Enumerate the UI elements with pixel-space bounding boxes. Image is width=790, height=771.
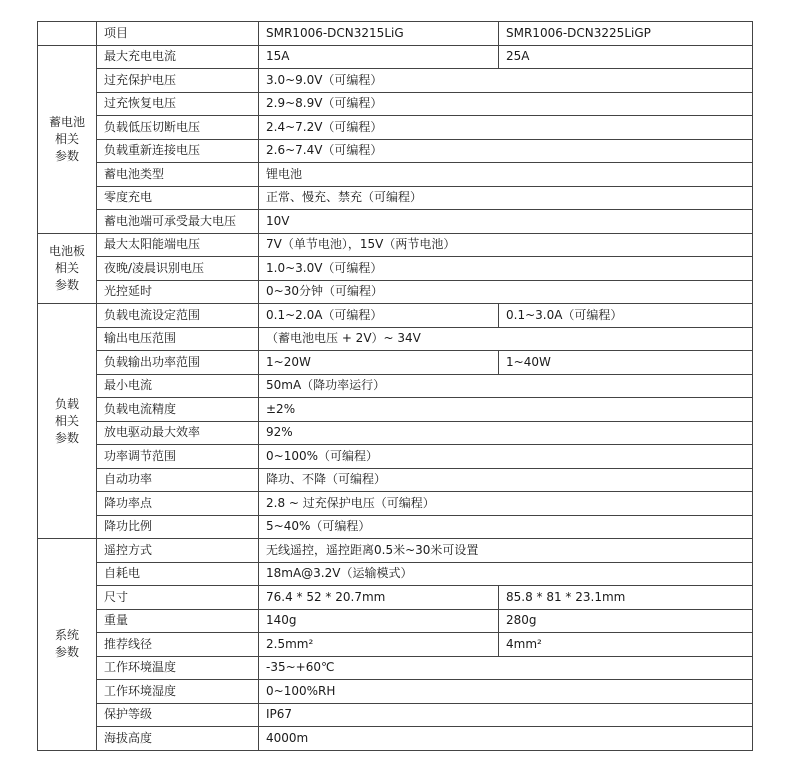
- item-cell: 负载输出功率范围: [97, 351, 259, 375]
- header-item-cell: 项目: [97, 22, 259, 46]
- table-row: [38, 656, 753, 680]
- value-cell: 15A: [259, 45, 499, 69]
- table-row: [38, 69, 753, 93]
- value-cell-model-b: 280g: [499, 609, 753, 633]
- value-cell: 5~40%（可编程）: [259, 515, 753, 539]
- item-cell: 光控延时: [97, 280, 259, 304]
- item-cell: 最大太阳能端电压: [97, 233, 259, 257]
- value-cell: 50mA（降功率运行）: [259, 374, 753, 398]
- value-cell: 0~100%（可编程）: [259, 445, 753, 469]
- table-row: [38, 562, 753, 586]
- table-row: [38, 445, 753, 469]
- table-row: [38, 116, 753, 140]
- table-row: [38, 233, 753, 257]
- item-cell: 尺寸: [97, 586, 259, 610]
- item-cell: 零度充电: [97, 186, 259, 210]
- value-cell-model-b: 85.8 * 81 * 23.1mm: [499, 586, 753, 610]
- item-cell: 自耗电: [97, 562, 259, 586]
- value-cell: IP67: [259, 703, 753, 727]
- value-cell: 3.0~9.0V（可编程）: [259, 69, 753, 93]
- value-cell-model-b: 0.1~3.0A（可编程）: [499, 304, 753, 328]
- item-cell: 负载重新连接电压: [97, 139, 259, 163]
- table-row: [38, 633, 753, 657]
- item-cell: 输出电压范围: [97, 327, 259, 351]
- value-cell: 2.4~7.2V（可编程）: [259, 116, 753, 140]
- item-cell: 推荐线径: [97, 633, 259, 657]
- value-cell: 76.4 * 52 * 20.7mm: [259, 586, 499, 610]
- table-row: [38, 492, 753, 516]
- table-row: [38, 351, 753, 375]
- table-row: [38, 327, 753, 351]
- item-cell: 遥控方式: [97, 539, 259, 563]
- table-row: [38, 257, 753, 281]
- value-cell: 无线遥控，遥控距离0.5米~30米可设置: [259, 539, 753, 563]
- table-row: [38, 210, 753, 234]
- table-row: [38, 586, 753, 610]
- item-cell: 功率调节范围: [97, 445, 259, 469]
- item-cell: 自动功率: [97, 468, 259, 492]
- group-label-cell: 负载 相关 参数: [38, 304, 97, 539]
- table-row: [38, 468, 753, 492]
- item-cell: 重量: [97, 609, 259, 633]
- value-cell: -35~+60℃: [259, 656, 753, 680]
- value-cell: 降功、不降（可编程）: [259, 468, 753, 492]
- item-cell: 蓄电池类型: [97, 163, 259, 187]
- table-row: [38, 45, 753, 69]
- value-cell: 正常、慢充、禁充（可编程）: [259, 186, 753, 210]
- item-cell: 过充保护电压: [97, 69, 259, 93]
- table-row: [38, 280, 753, 304]
- table-row: [38, 515, 753, 539]
- value-cell: 7V（单节电池），15V（两节电池）: [259, 233, 753, 257]
- table-row: [38, 398, 753, 422]
- header-corner-cell: [38, 22, 97, 46]
- table-row: [38, 186, 753, 210]
- value-cell: ±2%: [259, 398, 753, 422]
- value-cell-model-b: 25A: [499, 45, 753, 69]
- item-cell: 海拔高度: [97, 727, 259, 751]
- item-cell: 降功比例: [97, 515, 259, 539]
- value-cell: 4000m: [259, 727, 753, 751]
- item-cell: 工作环境湿度: [97, 680, 259, 704]
- table-row: [38, 703, 753, 727]
- table-row: [38, 539, 753, 563]
- item-cell: 蓄电池端可承受最大电压: [97, 210, 259, 234]
- table-row: [38, 374, 753, 398]
- value-cell: 0~30分钟（可编程）: [259, 280, 753, 304]
- table-row: [38, 139, 753, 163]
- item-cell: 夜晚/凌晨识别电压: [97, 257, 259, 281]
- value-cell: （蓄电池电压 + 2V）~ 34V: [259, 327, 753, 351]
- item-cell: 降功率点: [97, 492, 259, 516]
- value-cell: 2.8 ~ 过充保护电压（可编程）: [259, 492, 753, 516]
- value-cell: 1.0~3.0V（可编程）: [259, 257, 753, 281]
- value-cell: 18mA@3.2V（运输模式）: [259, 562, 753, 586]
- value-cell: 锂电池: [259, 163, 753, 187]
- item-cell: 最小电流: [97, 374, 259, 398]
- spec-table: [37, 21, 753, 751]
- table-row: [38, 163, 753, 187]
- table-row: [38, 304, 753, 328]
- item-cell: 工作环境温度: [97, 656, 259, 680]
- group-label-cell: 蓄电池 相关 参数: [38, 45, 97, 233]
- table-row: [38, 727, 753, 751]
- table-row: [38, 92, 753, 116]
- value-cell-model-b: 4mm²: [499, 633, 753, 657]
- value-cell: 0~100%RH: [259, 680, 753, 704]
- item-cell: 最大充电电流: [97, 45, 259, 69]
- table-row: [38, 421, 753, 445]
- header-model-a-cell: SMR1006-DCN3215LiG: [259, 22, 499, 46]
- group-label-cell: 系统 参数: [38, 539, 97, 751]
- value-cell-model-b: 1~40W: [499, 351, 753, 375]
- value-cell: 2.9~8.9V（可编程）: [259, 92, 753, 116]
- header-model-b-cell: SMR1006-DCN3225LiGP: [499, 22, 753, 46]
- value-cell: 0.1~2.0A（可编程）: [259, 304, 499, 328]
- value-cell: 1~20W: [259, 351, 499, 375]
- item-cell: 保护等级: [97, 703, 259, 727]
- item-cell: 放电驱动最大效率: [97, 421, 259, 445]
- spec-table-body: [38, 22, 753, 751]
- item-cell: 负载电流设定范围: [97, 304, 259, 328]
- item-cell: 负载低压切断电压: [97, 116, 259, 140]
- value-cell: 2.5mm²: [259, 633, 499, 657]
- value-cell: 2.6~7.4V（可编程）: [259, 139, 753, 163]
- value-cell: 10V: [259, 210, 753, 234]
- value-cell: 92%: [259, 421, 753, 445]
- table-row: [38, 609, 753, 633]
- header-row: [38, 22, 753, 46]
- group-label-cell: 电池板 相关 参数: [38, 233, 97, 304]
- table-row: [38, 680, 753, 704]
- value-cell: 140g: [259, 609, 499, 633]
- item-cell: 过充恢复电压: [97, 92, 259, 116]
- item-cell: 负载电流精度: [97, 398, 259, 422]
